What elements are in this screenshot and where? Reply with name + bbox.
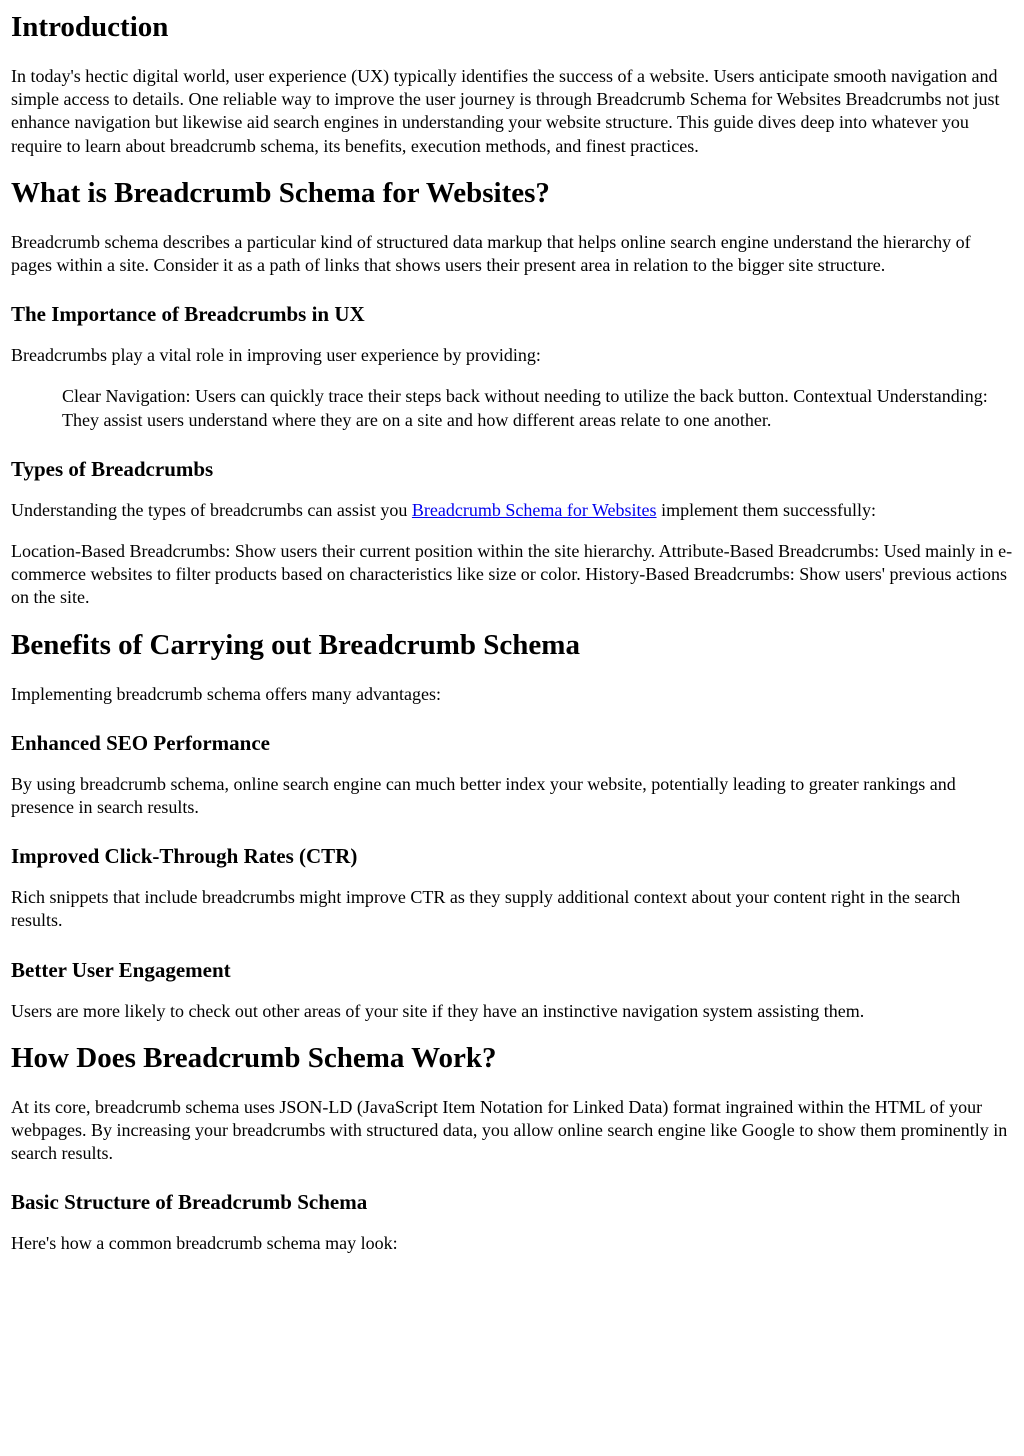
intro-paragraph: In today's hectic digital world, user experience (UX) typically identifies the success of a website. Users anticipate smooth navigation and simple access to details. One reliable way to improve the user journey is through Breadcrumb Schema for Websites Breadcrumbs not just enhance navigation but likewise aid search engines in understanding your website structure. This guide dives deep into whatever you require to learn about breadcrumb schema, its benefits, execution methods, and finest practices. <box>11 66 1000 156</box>
what-is-heading: What is Breadcrumb Schema for Websites? <box>11 176 550 209</box>
importance-heading: The Importance of Breadcrumbs in UX <box>11 302 365 327</box>
importance-quote: Clear Navigation: Users can quickly trace their steps back without needing to utilize the back button. Contextual Understanding: They assist users understand where they are on a site and how different areas relate to one another. <box>62 386 988 430</box>
intro-heading: Introduction <box>11 11 169 43</box>
types-paragraph <box>11 499 1013 522</box>
what-is-paragraph: Breadcrumb schema describes a particular kind of structured data markup that helps online search engine understand the hierarchy of pages within a site. Consider it as a path of links that shows users their present area in relation to the bigger site structure. <box>11 231 971 276</box>
types-text-after-link: implement them successfully: <box>656 499 877 520</box>
how-heading: How Does Breadcrumb Schema Work? <box>11 1041 497 1074</box>
types-list-paragraph: Location-Based Breadcrumbs: Show users their current position within the site hierarchy. Attribute-Based Breadcrumbs: Used mainly in e-commerce websites to filter products based on characteristics like size or color. History-Based Breadcrumbs: Show users' previous actions on the site. <box>11 541 1013 608</box>
engagement-paragraph: Users are more likely to check out other areas of your site if they have an instinctive navigation system assisting them. <box>11 1000 865 1021</box>
structure-heading: Basic Structure of Breadcrumb Schema <box>11 1190 368 1215</box>
types-heading: Types of Breadcrumbs <box>11 456 214 481</box>
benefits-paragraph: Implementing breadcrumb schema offers many advantages: <box>11 683 442 704</box>
importance-paragraph: Breadcrumbs play a vital role in improving user experience by providing: <box>11 345 541 366</box>
structure-paragraph: Here's how a common breadcrumb schema may look: <box>11 1233 398 1254</box>
engagement-heading: Better User Engagement <box>11 957 231 982</box>
benefits-heading: Benefits of Carrying out Breadcrumb Schema <box>11 628 580 661</box>
seo-heading: Enhanced SEO Performance <box>11 730 270 755</box>
ctr-heading: Improved Click-Through Rates (CTR) <box>11 844 358 869</box>
article <box>0 10 1024 1256</box>
types-text-before-link: Understanding the types of breadcrumbs can assist you <box>11 499 412 520</box>
ctr-paragraph: Rich snippets that include breadcrumbs might improve CTR as they supply additional context about your content right in the search results. <box>11 887 961 931</box>
how-paragraph: At its core, breadcrumb schema uses JSON-LD (JavaScript Item Notation for Linked Data) format ingrained within the HTML of your webpages. By increasing your breadcrumbs with structured data, you allow online search engine like Google to show them prominently in search results. <box>11 1096 1008 1164</box>
breadcrumb-schema-link[interactable]: Breadcrumb Schema for Websites <box>411 499 657 520</box>
seo-paragraph: By using breadcrumb schema, online search engine can much better index your website, potentially leading to greater rankings and presence in search results. <box>11 773 956 818</box>
